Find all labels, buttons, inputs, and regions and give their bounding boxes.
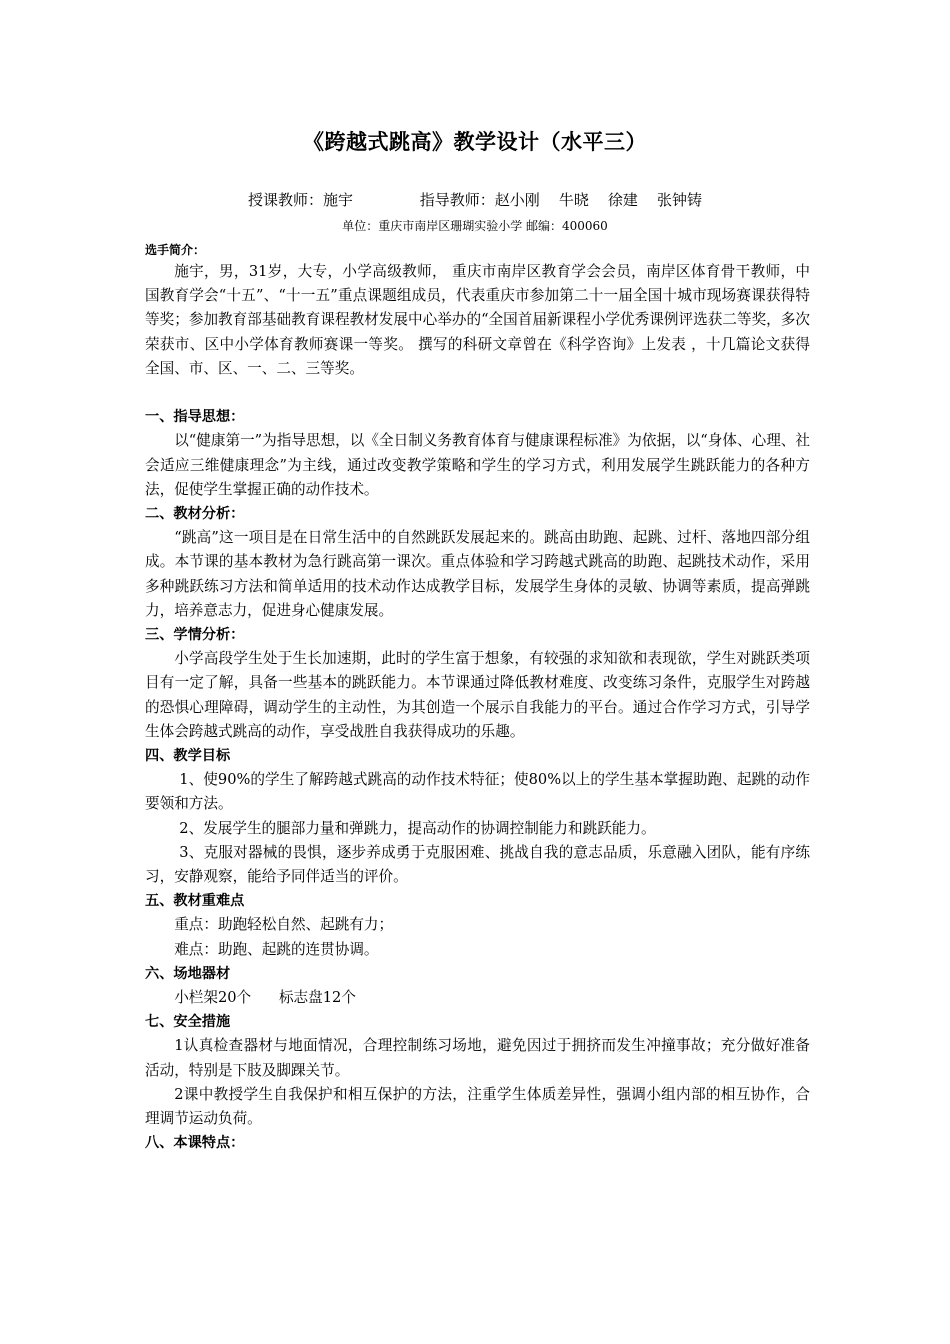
section-heading-equipment: 六、场地器材 (145, 965, 231, 982)
section-heading-key-points: 五、教材重难点 (145, 893, 245, 910)
section-heading-material-analysis: 二、教材分析： (145, 506, 245, 523)
section-heading-guiding-ideology: 一、指导思想： (145, 409, 245, 426)
section-heading-safety: 七、安全措施 (145, 1014, 231, 1031)
intro-heading: 选手简介： (145, 243, 206, 257)
section-paragraph: 小学高段学生处于生长加速期，此时的学生富于想象，有较强的求知欲和表现欲，学生对跳跃类项目有一定了解，具备一些基本的跳跃能力。本节课通过降低教材难度、改变练习条件，克服学生对跨越的恐惧心理障碍，调动学生的主动性，为其创造一个展示自我能力的平台。通过合作学习方式，引导学生体会跨越式跳高的动作，享受战胜自我获得成功的乐趣。 (145, 650, 810, 740)
teachers-line: 授课教师：施宇 指导教师：赵小刚 牛晓 徐建 张钟铸 (248, 191, 702, 209)
section-heading-student-analysis: 三、学情分析： (145, 627, 245, 644)
goal-item: 3、克服对器械的畏惧，逐步养成勇于克服困难、挑战自我的意志品质，乐意融入团队，能有序练习，安静观察，能给予同伴适当的评价。 (145, 843, 810, 886)
safety-item: 2课中教授学生自我保护和相互保护的方法，注重学生体质差异性，强调小组内部的相互协作，合理调节运动负荷。 (145, 1085, 810, 1128)
section-heading-teaching-goals: 四、教学目标 (145, 748, 231, 765)
section-paragraph: “跳高”这一项目是在日常生活中的自然跳跃发展起来的。跳高由助跑、起跳、过杆、落地四部分组成。本节课的基本教材为急行跳高第一课次。重点体验和学习跨越式跳高的助跑、起跳技术动作，采用多种跳跃练习方法和简单适用的技术动作达成教学目标，发展学生身体的灵敏、协调等素质，提高弹跳力，培养意志力，促进身心健康发展。 (145, 529, 810, 619)
section-heading-lesson-features: 八、本课特点： (145, 1135, 245, 1152)
blank-line (145, 381, 810, 405)
unit-line: 单位：重庆市南岸区珊瑚实验小学 邮编：400060 (342, 219, 608, 233)
document-body (145, 260, 810, 1156)
document-title: 《跨越式跳高》教学设计（水平三） (303, 130, 647, 154)
equipment-line: 小栏架20个 标志盘12个 (174, 989, 356, 1007)
key-point-item: 重点：助跑轻松自然、起跳有力； (174, 916, 394, 934)
intro-paragraph: 施宇，男，31岁，大专，小学高级教师， 重庆市南岸区教育学会会员，南岸区体育骨干教师，中国教育学会“十五”、“十一五”重点课题组成员，代表重庆市参加第二十一届全国十城市现场赛课获得特等奖；参加教育部基础教育课程教材发展中心举办的“全国首届新课程小学优秀课例评选获二等奖，多次荣获市、区中小学体育教师赛课一等奖。 撰写的科研文章曾在《科学咨询》上发表 ，十几篇论文获得全国、市、区、一、二、三等奖。 (145, 263, 810, 377)
key-point-item: 难点：助跑、起跳的连贯协调。 (174, 940, 379, 958)
safety-item: 1认真检查器材与地面情况，合理控制练习场地，避免因过于拥挤而发生冲撞事故；充分做好准备活动，特别是下肢及脚踝关节。 (145, 1037, 810, 1079)
goal-item: 2、发展学生的腿部力量和弹跳力，提高动作的协调控制能力和跳跃能力。 (179, 819, 656, 837)
section-paragraph: 以“健康第一”为指导思想，以《全日制义务教育体育与健康课程标准》为依据，以“身体、心理、社会适应三维健康理念”为主线，通过改变教学策略和学生的学习方式，利用发展学生跳跃能力的各种方法，促使学生掌握正确的动作技术。 (145, 432, 810, 498)
goal-item: 1、使90%的学生了解跨越式跳高的动作技术特征；使80%以上的学生基本掌握助跑、起跳的动作要领和方法。 (145, 771, 810, 813)
